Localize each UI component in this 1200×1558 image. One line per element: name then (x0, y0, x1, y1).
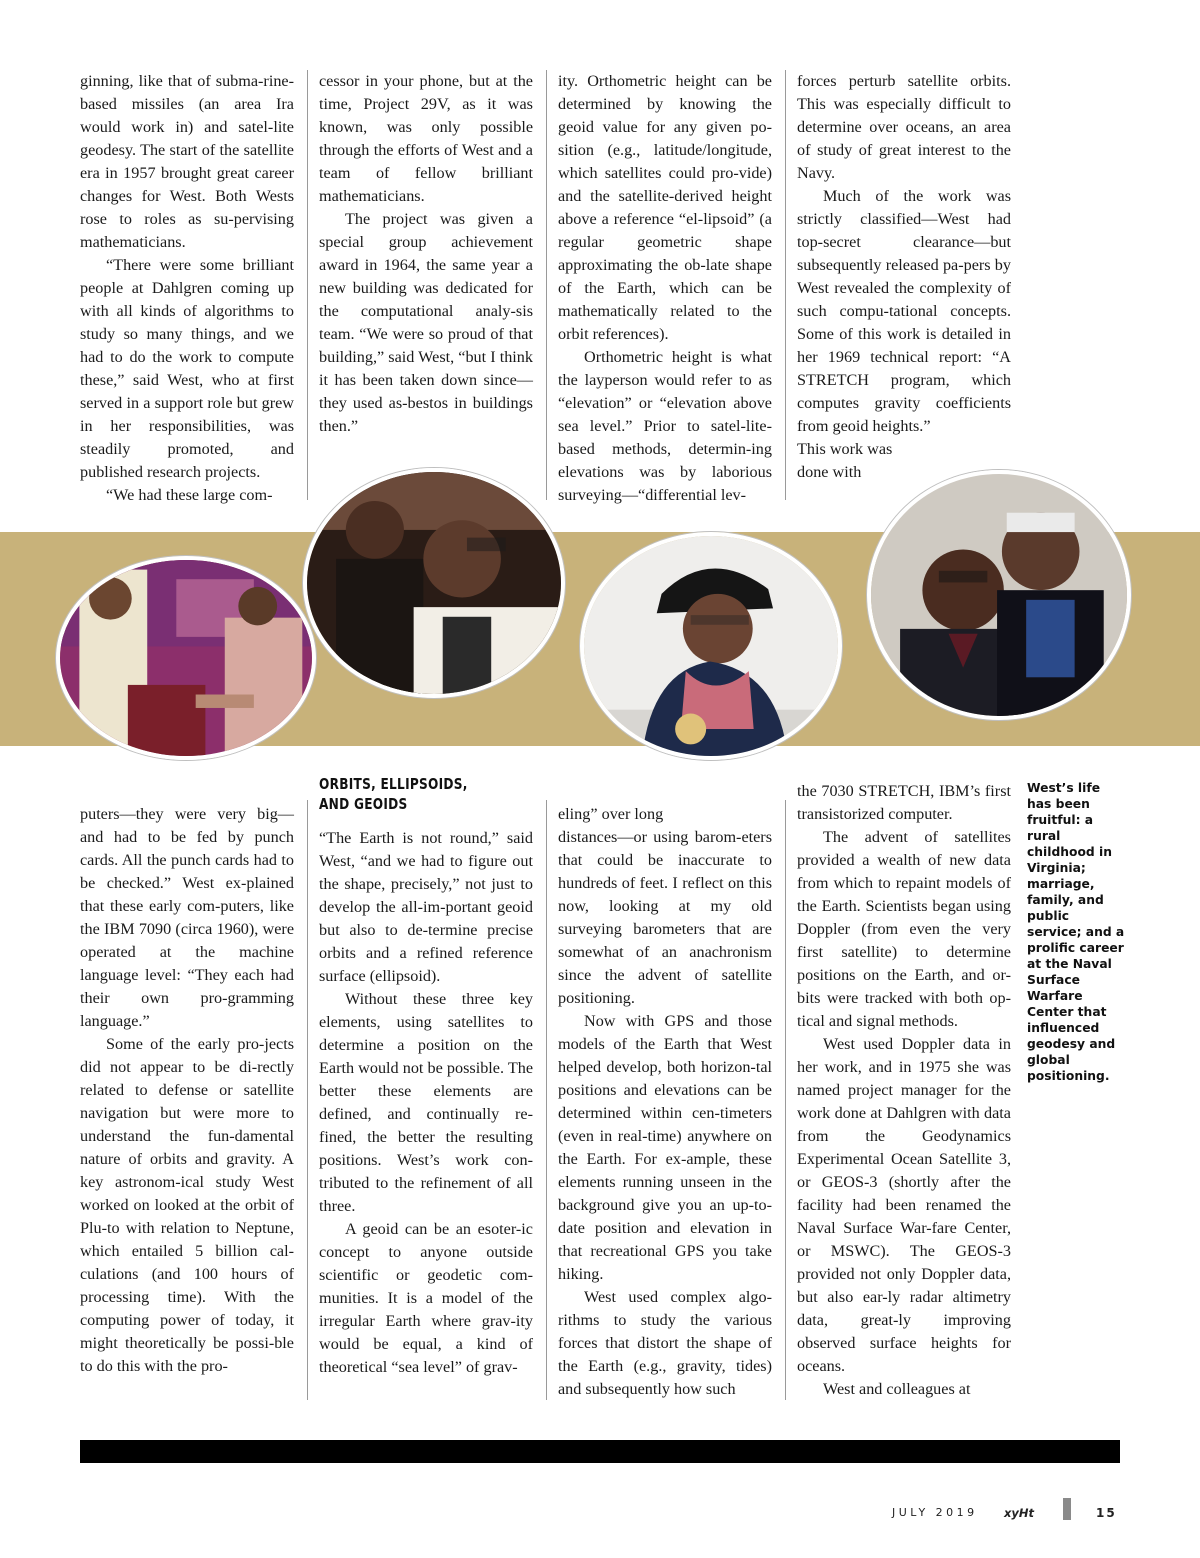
paragraph: “There were some brilliant people at Dahlgren coming up with all kinds of algorithms to study so many things, and we had to do the work to compute these,” said West, who at first served in a support role but grew in her responsibilities, was steadily promoted, and published research projects. (80, 256, 294, 481)
paragraph: West used Doppler data in her work, and in 1975 she was named project manager for the work done at Dahlgren with data from the Geodynamics Experimental Ocean Satellite 3, or GEOS-3 (shortly after the facility had been renamed the Naval Surface War-fare Center, or MSWC). The GEOS-3 provided not only Doppler data, but also ear-ly radar altimetry data, great-ly improving observed surface heights for oceans. (797, 1035, 1011, 1375)
paragraph: ginning, like that of subma-rine-based missiles (an area Ira would work in) and satel-lite geodesy. The start of the satellite era in 1957 brought great career changes for West. Both Wests rose to roles as su-pervising mathematicians. (80, 72, 294, 251)
photo-woman-hat (580, 532, 842, 760)
page-number: 15 (1096, 1506, 1117, 1520)
paragraph: cessor in your phone, but at the time, Project 29V, as it was known, was only possible through the efforts of West and a team of fellow brilliant mathematicians. (319, 72, 533, 205)
footer-separator (1063, 1498, 1071, 1520)
paragraph: Without these three key elements, using satellites to determine a position on the Earth would not be possible. The better these elements are defined, and continually re-fined, the better the resulting positions. West’s work con-tributed to the refinement of all three. (319, 990, 533, 1215)
paragraph: the 7030 STRETCH, IBM’s first transistorized computer. (797, 782, 1011, 823)
paragraph: A geoid can be an esoter-ic concept to anyone outside scientific or geodetic com-munities. It is a model of the irregular Earth where grav-ity would be equal, a kind of theoretical “sea level” of grav- (319, 1220, 533, 1376)
photo-couple-portrait (867, 470, 1131, 720)
caption-text: a rural childhood in Virginia; marriage, family, and public service; and a prolific career at the Naval Surface Warfare Center that influenced geodesy and global positioning. (1027, 813, 1125, 1083)
text-column-bottom-3 (558, 803, 772, 1401)
text-column-top-1 (80, 70, 294, 507)
paragraph: West used complex algo-rithms to study the various forces that distort the shape of the Earth (e.g., gravity, tides) and subsequently how such (558, 1288, 772, 1398)
text-column-bottom-2 (319, 827, 533, 1379)
paragraph: West and colleagues at (823, 1380, 971, 1398)
paragraph: “We had these large com- (106, 486, 273, 504)
column-rule (546, 800, 547, 1400)
text-column-top-2 (319, 70, 533, 438)
paragraph: Orthometric height is what the layperson would refer to as “elevation” or “elevation above sea level.” Prior to satel-lite-based methods, determin-ing elevations was by laborious surveying—“differential lev- (558, 348, 772, 504)
paragraph: puters—they were very big—and had to be fed by punch cards. All the punch cards had to be checked.” West ex-plained that these early com-puters, like the IBM 7090 (circa 1960), were operated at the machine language level: “They each had their own pro-gramming language.” (80, 805, 294, 1030)
section-heading-line-1: ORBITS, ELLIPSOIDS, (319, 775, 468, 793)
paragraph: ity. Orthometric height can be determined by knowing the geoid value for any given po-sition (e.g., latitude/longitude, which satellites could pro-vide) and the satellite-derived height above a reference “el-lipsoid” (a regular geometric shape approximating the ob-late shape of the Earth, which can be mathematically related to the orbit references). (558, 72, 772, 343)
paragraph: distances—or using barom-eters that could be inaccurate to hundreds of feet. I reflect on this now, looking at my old surveying barometers that are somewhat of an anachronism since the advent of satellite positioning. (558, 828, 772, 1007)
text-column-bottom-4 (797, 780, 1011, 1401)
text-column-top-3 (558, 70, 772, 507)
magazine-brand: xyHt (1004, 1506, 1035, 1520)
section-heading-line-2: AND GEOIDS (319, 795, 408, 813)
paragraph: This work was (797, 440, 893, 458)
paragraph: done with (797, 463, 862, 481)
paragraph: The advent of satellites provided a wealth of new data from which to repaint models of the Earth. Scientists began using Doppler (from even the very first satellite) to determine positions on the Earth, and or-bits were tracked with both op-tical and signal methods. (797, 828, 1011, 1030)
photo-couple-event (303, 468, 565, 698)
column-rule (307, 70, 308, 500)
paragraph: eling” over long (558, 805, 664, 823)
footer-bar (80, 1440, 1120, 1463)
column-rule (307, 800, 308, 1400)
column-rule (546, 70, 547, 500)
issue-date: JULY 2019 (892, 1506, 978, 1519)
paragraph: Some of the early pro-jects did not appear to be di-rectly related to defense or satellite navigation but were more to understand the fun-damental nature of orbits and gravity. A key astronom-ical study West worked on looked at the orbit of Plu-to with relation to Neptune, which entailed 5 billion cal-culations (and 100 hours of processing time). With the computing power of today, it might theoretically be possi-ble to do this with the pro- (80, 1035, 294, 1375)
text-column-top-4 (797, 70, 1011, 484)
paragraph: “The Earth is not round,” said West, “and we had to figure out the shape, precisely,” not just to develop the all-im-portant geoid but also to de-termine precise orbits and a refined reference surface (ellipsoid). (319, 829, 533, 985)
paragraph: Much of the work was strictly classified—West had top-secret clearance—but subsequently released pa-pers by West revealed the complexity of such compu-tational concepts. Some of this work is detailed in her 1969 technical report: “A STRETCH program, which computes gravity coefficients from geoid heights.” (797, 187, 1011, 435)
paragraph: forces perturb satellite orbits. This was especially difficult to determine over oceans, an area of study of great interest to the Navy. (797, 72, 1011, 182)
column-rule (785, 70, 786, 500)
photo-caption (1027, 780, 1127, 1084)
section-heading (319, 774, 517, 814)
photo-award-handshake (56, 556, 316, 760)
paragraph: The project was given a special group achievement award in 1964, the same year a new building was dedicated for the computational analy-sis team. “We were so proud of that building,” said West, “but I think it has been taken down since—they used as-bestos in buildings then.” (319, 210, 533, 435)
paragraph: Now with GPS and those models of the Earth that West helped develop, both horizon-tal positions and elevations can be determined within cen-timeters (even in real-time) anywhere on the Earth. For ex-ample, these elements running unseen in the background give you an up-to-date position and elevation in that recreational GPS you take hiking. (558, 1012, 772, 1283)
caption-lead: West’s life has been fruitful: (1027, 781, 1101, 827)
column-rule (785, 800, 786, 1400)
text-column-bottom-1 (80, 803, 294, 1378)
